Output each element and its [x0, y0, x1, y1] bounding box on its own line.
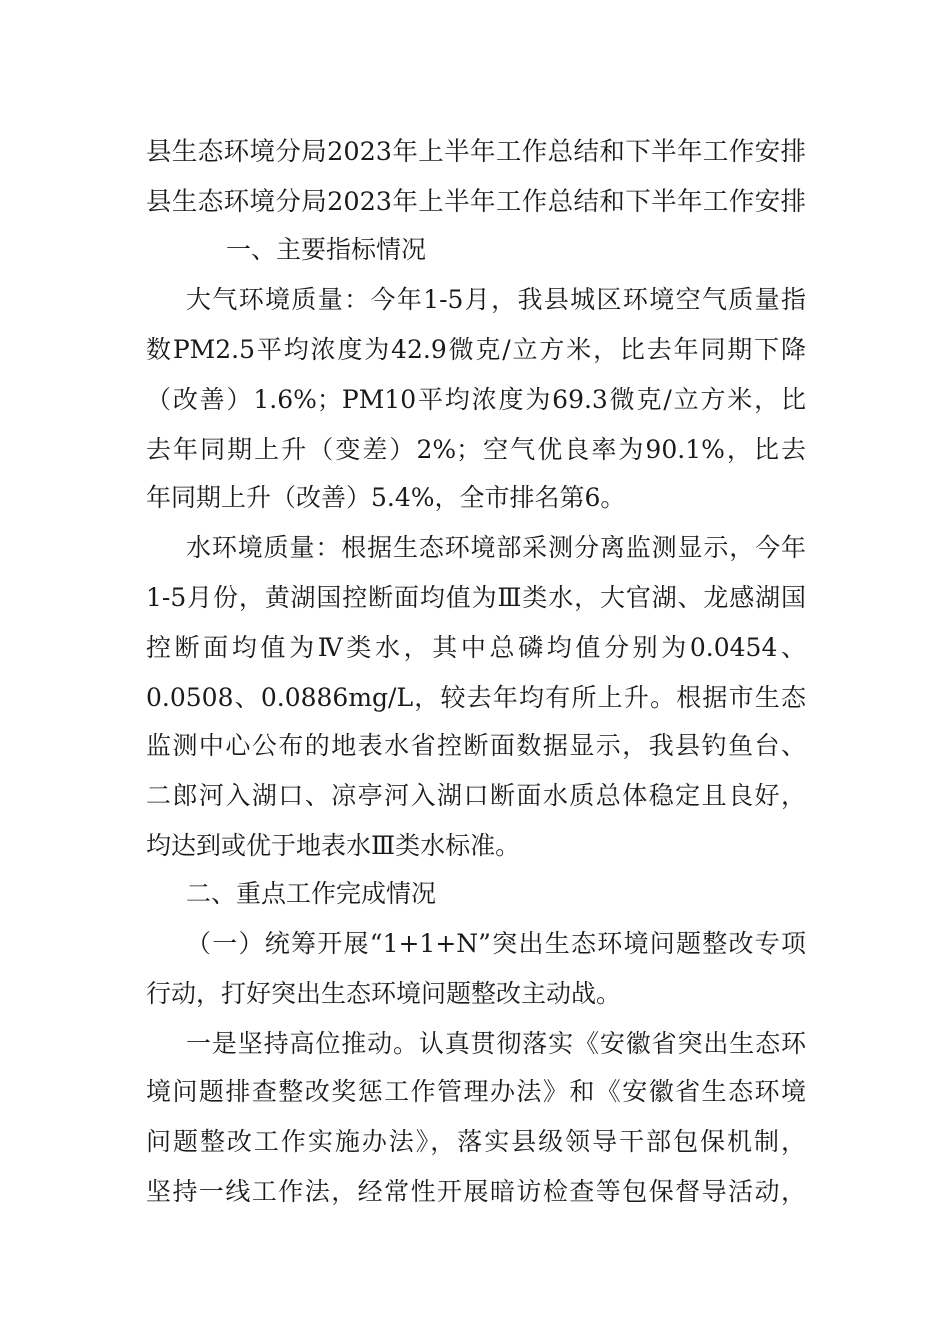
paragraph-line: 大气环境质量：今年1-5月，我县城区环境空气质量指	[186, 285, 806, 314]
paragraph-line: 问题整改工作实施办法》，落实县级领导干部包保机制，	[146, 1127, 806, 1156]
paragraph-line: 水环境质量：根据生态环境部采测分离监测显示，今年	[186, 533, 806, 562]
section-heading-1: 一、主要指标情况	[226, 235, 427, 264]
paragraph-line: 监测中心公布的地表水省控断面数据显示，我县钓鱼台、	[146, 731, 806, 760]
paragraph-line: 1-5月份，黄湖国控断面均值为Ⅲ类水，大官湖、龙感湖国	[146, 583, 806, 612]
document-title-repeat: 县生态环境分局2023年上半年工作总结和下半年工作安排	[146, 187, 806, 217]
paragraph-line: 数PM2.5平均浓度为42.9微克/立方米，比去年同期下降	[146, 335, 806, 364]
paragraph-line: 一是坚持高位推动。认真贯彻落实《安徽省突出生态环	[186, 1029, 806, 1058]
paragraph-line: 去年同期上升（变差）2%；空气优良率为90.1%，比去	[146, 435, 806, 464]
document-title: 县生态环境分局2023年上半年工作总结和下半年工作安排	[146, 137, 806, 167]
paragraph-line: （改善）1.6%；PM10平均浓度为69.3微克/立方米，比	[146, 385, 806, 414]
subsection-heading-cont: 行动，打好突出生态环境问题整改主动战。	[146, 979, 622, 1008]
subsection-heading: （一）统筹开展“1+1+N”突出生态环境问题整改专项	[186, 929, 806, 958]
paragraph-line: 均达到或优于地表水Ⅲ类水标准。	[146, 831, 521, 860]
paragraph-line: 年同期上升（改善）5.4%，全市排名第6。	[146, 483, 626, 512]
paragraph-line: 0.0508、0.0886mg/L，较去年均有所上升。根据市生态	[146, 683, 806, 712]
paragraph-line: 控断面均值为Ⅳ类水，其中总磷均值分别为0.0454、	[146, 633, 806, 662]
section-heading-2: 二、重点工作完成情况	[186, 879, 437, 908]
paragraph-line: 境问题排查整改奖惩工作管理办法》和《安徽省生态环境	[146, 1077, 806, 1106]
paragraph-line: 二郎河入湖口、凉亭河入湖口断面水质总体稳定且良好，	[146, 781, 806, 810]
paragraph-line: 坚持一线工作法，经常性开展暗访检查等包保督导活动，	[146, 1177, 806, 1206]
